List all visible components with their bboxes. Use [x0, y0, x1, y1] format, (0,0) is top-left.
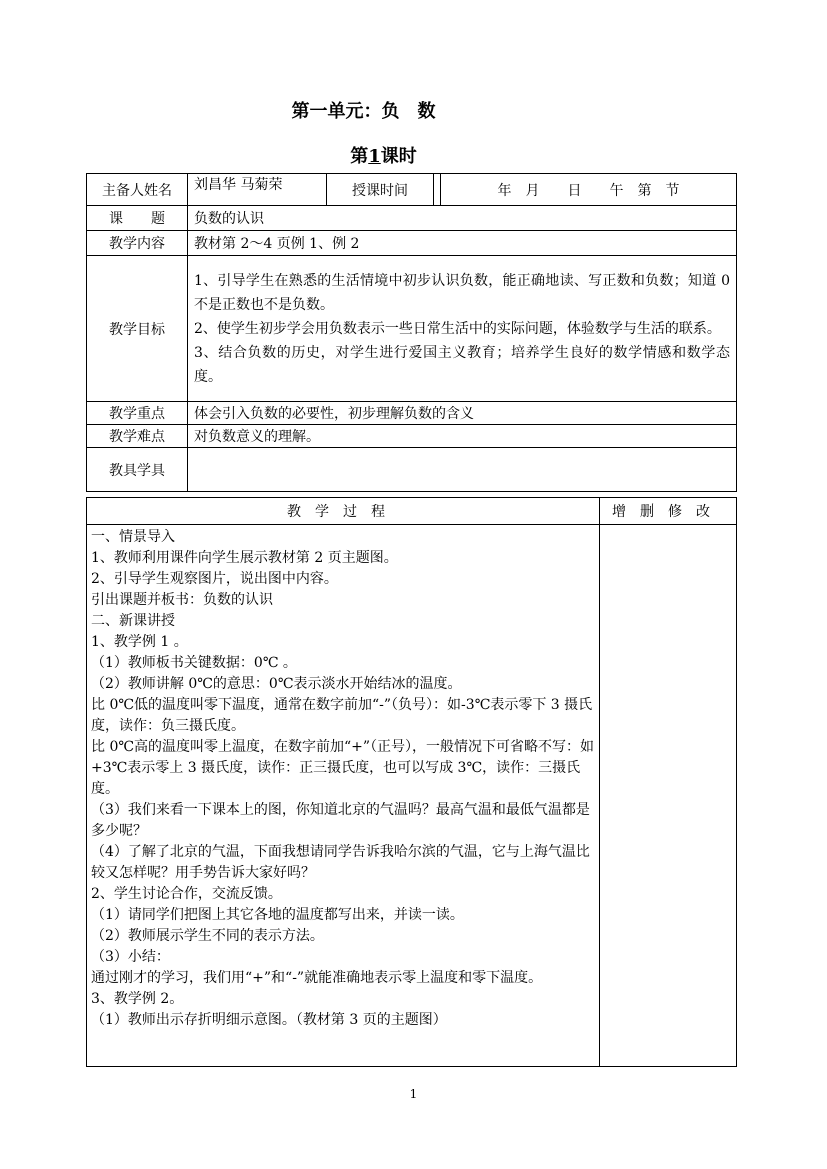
unit-title: 第一单元：负 数 — [291, 101, 436, 122]
process-line: 引出课题并板书：负数的认识 — [91, 592, 273, 608]
goals-label: 教学目标 — [87, 256, 188, 402]
time-value: 年 月 日 午 第 节 — [441, 174, 737, 206]
process-content — [87, 525, 600, 1067]
process-line: 2、学生讨论合作，交流反馈。 — [91, 886, 282, 902]
revision-cell — [600, 525, 737, 1067]
lesson-number: 1 — [368, 146, 381, 167]
preparer-value: 刘昌华 马菊荣 — [188, 174, 327, 206]
process-line: 2、引导学生观察图片，说出图中内容。 — [91, 571, 338, 587]
content-label: 教学内容 — [87, 231, 188, 256]
lesson-title — [0, 142, 797, 168]
topic-value: 负数的认识 — [188, 206, 737, 231]
page-number: 1 — [409, 1087, 418, 1101]
lesson-info-table — [86, 173, 737, 492]
process-line: （1）请同学们把图上其它各地的温度都写出来，并读一读。 — [91, 907, 464, 923]
process-line: 3、教学例 2。 — [91, 991, 184, 1007]
process-line: （1）教师板书关键数据：0℃ 。 — [91, 655, 297, 671]
process-line: 通过刚才的学习，我们用“+”和“-”就能准确地表示零上温度和零下温度。 — [91, 970, 543, 986]
process-line: 一、情景导入 — [91, 529, 175, 545]
topic-label: 课 题 — [87, 206, 188, 231]
process-line: 二、新课讲授 — [91, 613, 175, 629]
process-line: （1）教师出示存折明细示意图。（教材第 3 页的主题图） — [91, 1012, 447, 1028]
preparer-label: 主备人姓名 — [87, 174, 188, 206]
process-line: （3）小结： — [91, 949, 170, 965]
key-label: 教学重点 — [87, 402, 188, 425]
process-line: 1、教学例 1 。 — [91, 634, 188, 650]
process-table — [86, 497, 737, 1067]
process-header: 教学过程 — [87, 498, 600, 525]
process-line: （3）我们来看一下课本上的图，你知道北京的气温吗？最高气温和最低气温都是多少呢？ — [91, 802, 590, 839]
lesson-suffix: 课时 — [380, 146, 417, 167]
content-value: 教材第 2～4 页例 1、例 2 — [188, 231, 737, 256]
tools-value — [188, 448, 737, 492]
goal-item: 1、引导学生在熟悉的生活情境中初步认识负数，能正确地读、写正数和负数；知道 0 不是正数也不是负数。 — [194, 272, 730, 313]
process-line: （2）教师展示学生不同的表示方法。 — [91, 928, 324, 944]
goal-item: 2、使学生初步学会用负数表示一些日常生活中的实际问题，体验数学与生活的联系。 — [194, 320, 721, 337]
revision-header: 增删修改 — [600, 498, 737, 525]
time-label: 授课时间 — [327, 174, 434, 206]
process-line: 比 0℃高的温度叫零上温度，在数字前加“+”（正号），一般情况下可省略不写：如+3℃表示零上 3 摄氏度，读作：正三摄氏度，也可以写成 3℃，读作：三摄氏度。 — [91, 739, 595, 797]
process-line: （4）了解了北京的气温，下面我想请同学告诉我哈尔滨的气温，它与上海气温比较又怎样呢？用手势告诉大家好吗？ — [91, 844, 590, 881]
goal-item: 3、结合负数的历史，对学生进行爱国主义教育；培养学生良好的数学情感和数学态度。 — [194, 344, 730, 385]
difficulty-value: 对负数意义的理解。 — [188, 425, 737, 448]
process-line: 1、教师利用课件向学生展示教材第 2 页主题图。 — [91, 550, 398, 566]
tools-label: 教具学具 — [87, 448, 188, 492]
goals-list — [188, 256, 737, 402]
lesson-prefix: 第 — [350, 146, 369, 167]
process-line: （2）教师讲解 0℃的意思：0℃表示淡水开始结冰的温度。 — [91, 676, 462, 692]
difficulty-label: 教学难点 — [87, 425, 188, 448]
key-value: 体会引入负数的必要性，初步理解负数的含义 — [188, 402, 737, 425]
process-line: 比 0℃低的温度叫零下温度，通常在数字前加“-”（负号）：如-3℃表示零下 3 摄氏度，读作：负三摄氏度。 — [91, 697, 593, 734]
